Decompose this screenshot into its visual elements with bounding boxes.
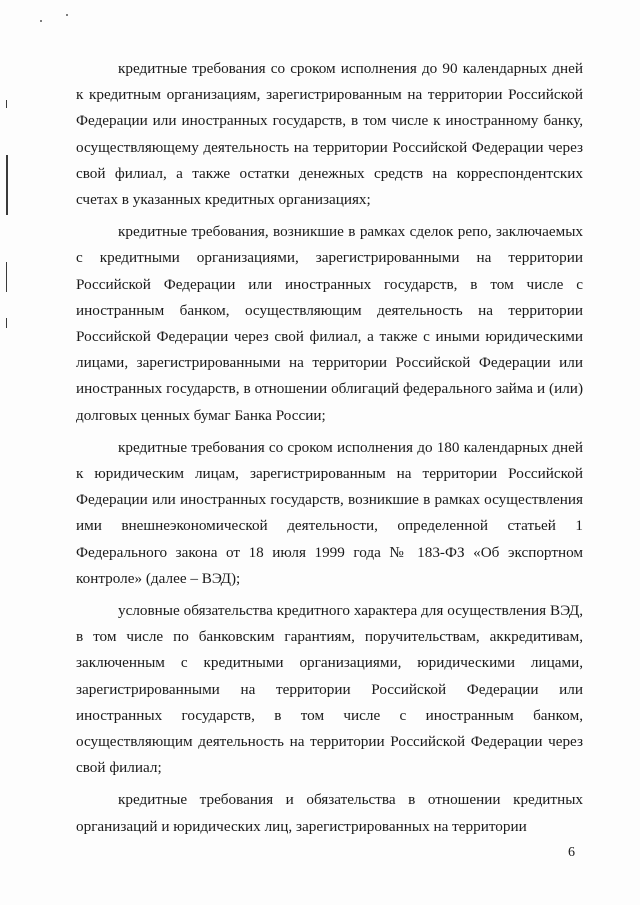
paragraph-5: кредитные требования и обязательства в отношении кредитных организаций и юридических лиц, зарегистрированных на территории	[76, 791, 583, 835]
scan-margin-line	[6, 262, 7, 292]
scan-margin-line	[6, 318, 7, 328]
paragraph-3: кредитные требования со сроком исполнения до 180 календарных дней к юридическим лицам, зарегистрированным на территории Российской Федерации или иностранных государств, возникшие в рамках осуществления ими внешнеэкономической деятельности, определенной статьей 1 Федерального закона от 18 июля 1999 года № 183-ФЗ «Об экспортном контроле» (далее – ВЭД);	[76, 438, 583, 587]
scan-margin-line	[6, 100, 7, 108]
scan-speck	[40, 20, 42, 22]
paragraph-4: условные обязательства кредитного характера для осуществления ВЭД, в том числе по банковским гарантиям, поручительствам, аккредитивам, заключенным с кредитными организациями, юридическими лицами, зарегистрированными на территории Российской Федерации или иностранных государств, в том числе с иностранным банком, осуществляющим деятельность на территории Российской Федерации через свой филиал;	[76, 602, 583, 777]
paragraph-2: кредитные требования, возникшие в рамках сделок репо, заключаемых с кредитными организациями, зарегистрированными на территории Российской Федерации или иностранных государств, в том числе с иностранным банком, осуществляющим деятельность на территории Российской Федерации через свой филиал, а также с иными юридическими лицами, зарегистрированными на территории Российской Федерации или иностранных государств, в отношении облигаций федерального займа и (или) долговых ценных бумаг Банка России;	[76, 223, 583, 424]
page-number: 6	[568, 845, 575, 860]
paragraph-1: кредитные требования со сроком исполнения до 90 календарных дней к кредитным организациям, зарегистрированным на территории Российской Федерации или иностранных государств, в том числе к иностранному банку, осуществляющему деятельность на территории Российской Федерации через свой филиал, а также остатки денежных средств на корреспондентских счетах в указанных кредитных организациях;	[76, 60, 583, 209]
scan-margin-line	[6, 155, 8, 215]
document-body	[76, 56, 583, 846]
scan-speck	[66, 14, 68, 16]
